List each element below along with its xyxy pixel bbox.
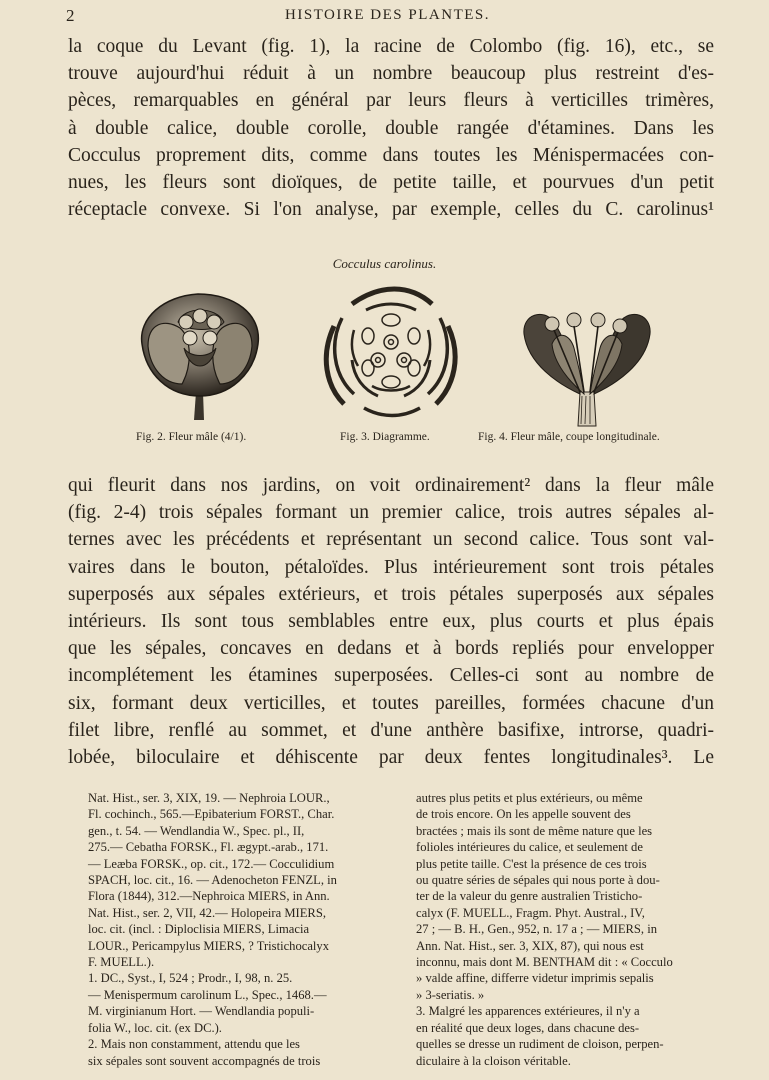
body-text-top xyxy=(68,33,714,223)
figure-2-male-flower xyxy=(134,288,268,424)
text-line: qui fleurit dans nos jardins, on voit ordinairement² dans la fleur mâle xyxy=(68,475,714,496)
footnote-line: Nat. Hist., ser. 3, XIX, 19. — Nephroia LOUR., xyxy=(88,791,330,805)
footnote-line: Ann. Nat. Hist., ser. 3, XIX, 87), qui nous est xyxy=(416,938,644,953)
text-line: filet libre, renflé au sommet, et d'une anthère basifixe, introrse, quadri- xyxy=(68,719,714,741)
footnotes-right-column xyxy=(416,790,722,1069)
text-line: vaires dans le bouton, pétaloïdes. Plus intérieurement sont trois pétales xyxy=(68,556,714,578)
text-line: trouve aujourd'hui réduit à un nombre beaucoup plus restreint d'es- xyxy=(68,63,714,85)
text-line: six, formant deux verticilles, et toutes pareilles, formées chacune d'un xyxy=(68,692,714,714)
text-line: pèces, remarquables en général par leurs fleurs à verticilles trimères, xyxy=(68,90,714,112)
figure-3-caption: Fig. 3. Diagramme. xyxy=(340,431,430,443)
text-line: intérieurs. Ils sont tous semblables entre eux, plus courts et plus épais xyxy=(68,611,714,633)
footnote-line: — Leæba FORSK., op. cit., 172.— Cocculidium xyxy=(88,856,335,871)
text-line: lobée, biloculaire et déhiscente par deux fentes longitudinales³. Le xyxy=(68,747,714,769)
footnote-line: autres plus petits et plus extérieurs, ou même xyxy=(416,791,643,805)
footnote-line: 2. Mais non constamment, attendu que les xyxy=(88,1037,300,1052)
text-line: à double calice, double corolle, double rangée d'étamines. Dans les xyxy=(68,117,714,139)
footnote-line: ou quatre séries de sépales qui nous porte à dou- xyxy=(416,873,660,888)
text-line: nues, les fleurs sont dioïques, de petite taille, et pourvues d'un petit xyxy=(68,172,714,194)
footnote-line: SPACH, loc. cit., 16. — Adenocheton FENZL, in xyxy=(88,873,337,888)
text-line: que les sépales, concaves en dedans et à bords repliés pour envelopper xyxy=(68,638,714,660)
text-line: la coque du Levant (fig. 1), la racine de Colombo (fig. 16), etc., se xyxy=(68,36,714,57)
body-text-bottom xyxy=(68,472,714,771)
text-line: réceptacle convexe. Si l'on analyse, par exemple, celles du C. carolinus¹ xyxy=(68,199,714,221)
text-line: incomplétement les étamines superposées. Celles-ci sont au nombre de xyxy=(68,665,714,687)
footnote-line: 3. Malgré les apparences extérieures, il n'y a xyxy=(416,1004,640,1019)
text-line: ternes avec les précédents et représentant un second calice. Tous sont val- xyxy=(68,529,714,551)
footnote-line: de trois encore. On les appelle souvent des xyxy=(416,807,631,822)
footnote-line: diculaire à la cloison véritable. xyxy=(416,1053,571,1068)
footnote-line: 275.— Cebatha FORSK., Fl. ægypt.-arab., 171. xyxy=(88,840,329,855)
figure-4-longitudinal-section xyxy=(518,304,656,428)
footnotes-left-column xyxy=(88,790,392,1069)
footnote-line: LOUR., Pericampylus MIERS, ? Tristichocalyx xyxy=(88,938,330,953)
footnote-line: ter de la valeur du genre australien Tristicho- xyxy=(416,889,643,904)
footnote-line: plus petite taille. C'est la présence de ces trois xyxy=(416,856,647,871)
footnote-line: inconnu, mais dont M. BENTHAM dit : « Cocculo xyxy=(416,955,673,970)
footnote-line: » valde affine, differre videtur imprimis sepalis xyxy=(416,971,654,986)
footnote-line: bractées ; mais ils sont de même nature que les xyxy=(416,823,653,838)
figure-title: Cocculus carolinus. xyxy=(332,256,437,271)
footnote-line: calyx (F. MUELL., Fragm. Phyt. Austral., IV, xyxy=(416,905,645,920)
footnote-line: folia W., loc. cit. (ex DC.). xyxy=(88,1020,222,1035)
page-header xyxy=(66,6,709,28)
footnote-line: gen., t. 54. — Wendlandia W., Spec. pl., II, xyxy=(88,823,305,838)
footnote-line: en réalité que deux loges, dans chacune des- xyxy=(416,1020,640,1035)
footnote-line: 27 ; — B. H., Gen., 952, n. 17 a ; — MIERS, in xyxy=(416,922,658,937)
text-line: superposés aux sépales extérieurs, et trois pétales superposés aux sépales xyxy=(68,583,714,605)
footnote-line: 1. DC., Syst., I, 524 ; Prodr., I, 98, n. 25. xyxy=(88,971,293,986)
figure-4-caption: Fig. 4. Fleur mâle, coupe longitudinale. xyxy=(478,431,660,443)
text-line: (fig. 2-4) trois sépales formant un premier calice, trois autres sépales al- xyxy=(68,502,714,524)
figure-3-floral-diagram xyxy=(320,282,462,424)
figure-2-caption: Fig. 2. Fleur mâle (4/1). xyxy=(136,431,247,443)
footnote-line: folioles intérieures du calice, et seulement de xyxy=(416,840,643,855)
footnote-line: M. virginianum Hort. — Wendlandia populi- xyxy=(88,1004,315,1019)
footnote-line: » 3-seriatis. » xyxy=(416,987,485,1002)
footnote-line: six sépales sont souvent accompagnés de trois xyxy=(88,1053,321,1068)
footnote-line: — Menispermum carolinum L., Spec., 1468.— xyxy=(88,987,327,1002)
footnote-line: Flora (1844), 312.—Nephroica MIERS, in Ann. xyxy=(88,889,330,904)
footnote-line: F. MUELL.). xyxy=(88,955,155,970)
footnote-line: quelles se dresse un rudiment de cloison, perpen- xyxy=(416,1037,664,1052)
text-line: Cocculus proprement dits, comme dans toutes les Ménispermacées con- xyxy=(68,144,714,166)
footnote-line: Fl. cochinch., 565.—Epibaterium FORST., Char. xyxy=(88,807,335,822)
page-number: 2 xyxy=(66,6,75,25)
running-title: HISTOIRE DES PLANTES. xyxy=(285,7,490,23)
footnote-line: Nat. Hist., ser. 2, VII, 42.— Holopeira MIERS, xyxy=(88,905,326,920)
footnote-line: loc. cit. (incl. : Diploclisia MIERS, Limacia xyxy=(88,922,310,937)
